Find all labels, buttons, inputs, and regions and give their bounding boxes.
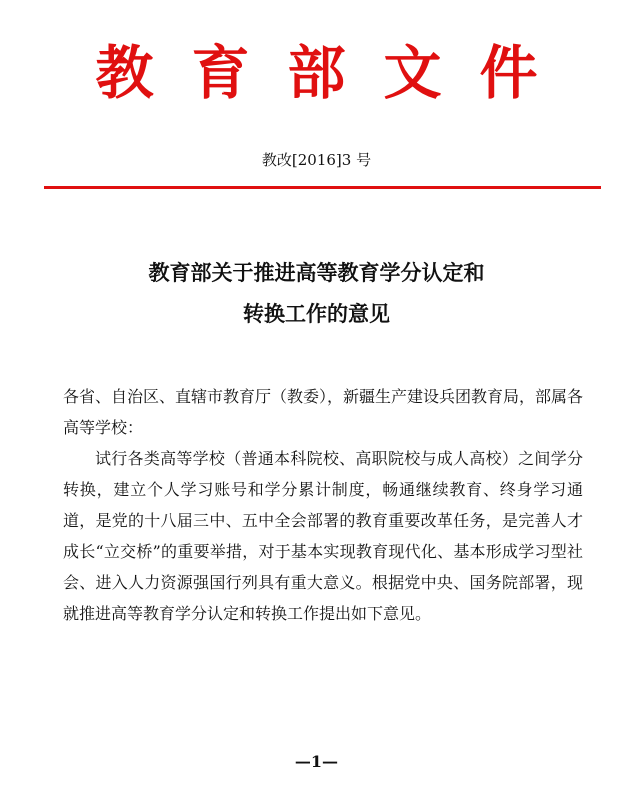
- document-number: 教改[2016]3 号: [261, 151, 372, 169]
- document-header-title: 教育部文件: [95, 39, 576, 107]
- addressee: 各省、自治区、直辖市教育厅（教委），新疆生产建设兵团教育局，部属各高等学校：: [63, 387, 584, 437]
- document-title-line-2: 转换工作的意见: [243, 302, 390, 326]
- document-title-line-1: 教育部关于推进高等教育学分认定和: [148, 261, 485, 285]
- body-paragraph: 试行各类高等学校（普通本科院校、高职院校与成人高校）之间学分转换，建立个人学习账号和学分累计制度，畅通继续教育、终身学习通道，是党的十八届三中、五中全会部署的教育重要改革任务，是完善人才成长“立交桥”的重要举措，对于基本实现教育现代化、基本形成学习型社会、进入人力资源强国行列具有重大意义。根据党中央、国务院部署，现就推进高等教育学分认定和转换工作提出如下意见。: [63, 449, 583, 623]
- red-divider-line: [44, 186, 601, 189]
- page-number: —1—: [294, 752, 339, 771]
